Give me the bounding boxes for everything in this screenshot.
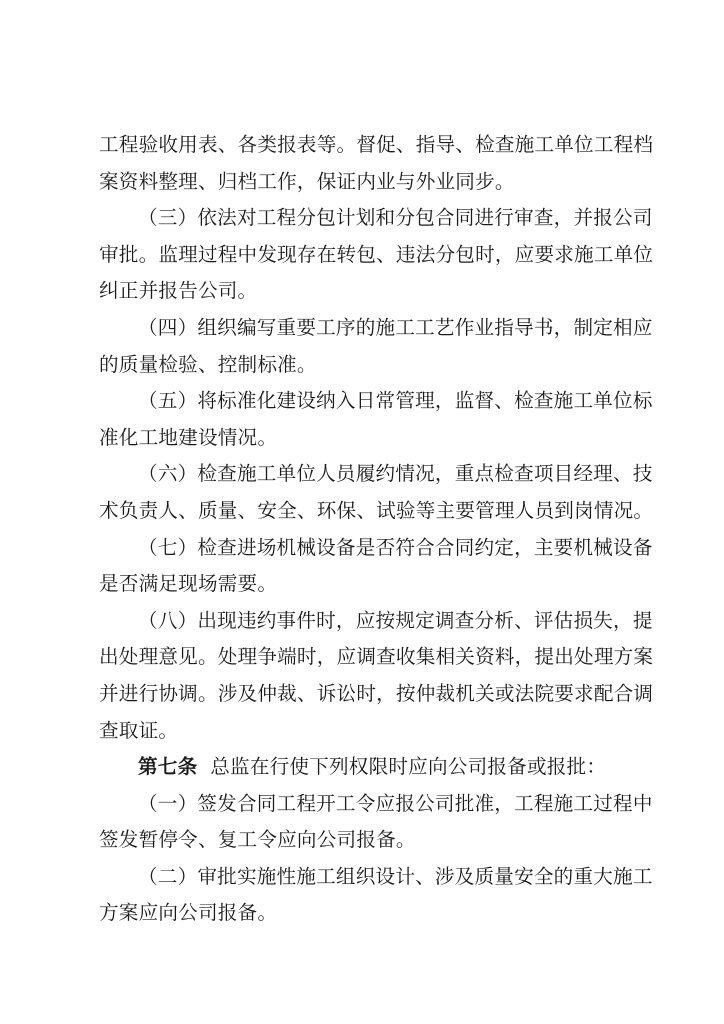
text-line: 方案应向公司报备。 [99,901,278,925]
text-line: 签发暂停令、复工令应向公司报备。 [99,828,416,852]
article-7-heading [99,749,634,786]
clause-5-line: （五）将标准化建设纳入日常管理，监督、检查施工单位标 [138,389,653,413]
clause-8-line: （八）出现违约事件时，应按规定调查分析、评估损失，提 [138,608,653,632]
text-line: 审批。监理过程中发现存在转包、违法分包时，应要求施工单位 [99,242,654,266]
clause-4-line: （四）组织编写重要工序的施工工艺作业指导书，制定相应 [138,315,653,339]
sub-clause-1-line: （一）签发合同工程开工令应报公司批准，工程施工过程中 [138,791,653,815]
article-text: 总监在行使下列权限时应向公司报备或报批： [210,755,607,779]
text-line: 纠正并报告公司。 [99,279,258,303]
clause-3-line: （三）依法对工程分包计划和分包合同进行审查，并报公司 [138,206,653,230]
text-line: 的质量检验、控制标准。 [99,352,317,376]
sub-clause-2-line: （二）审批实施性施工组织设计、涉及质量安全的重大施工 [138,864,653,888]
text-line: 术负责人、质量、安全、环保、试验等主要管理人员到岗情况。 [99,498,654,522]
text-line: 出处理意见。处理争端时，应调查收集相关资料，提出处理方案 [99,645,654,669]
text-line: 案资料整理、归档工作，保证内业与外业同步。 [99,169,515,193]
text-line: 是否满足现场需要。 [99,572,278,596]
article-number: 第七条 [138,755,198,779]
text-line: 查取证。 [99,718,179,742]
clause-6-line: （六）检查施工单位人员履约情况，重点检查项目经理、技 [138,462,653,486]
clause-7-line: （七）检查进场机械设备是否符合合同约定，主要机械设备 [138,535,653,559]
text-line: 并进行协调。涉及仲裁、诉讼时，按仲裁机关或法院要求配合调 [99,681,654,705]
text-line: 工程验收用表、各类报表等。督促、指导、检查施工单位工程档 [99,133,654,156]
document-body [99,127,654,932]
text-line: 准化工地建设情况。 [99,425,278,449]
